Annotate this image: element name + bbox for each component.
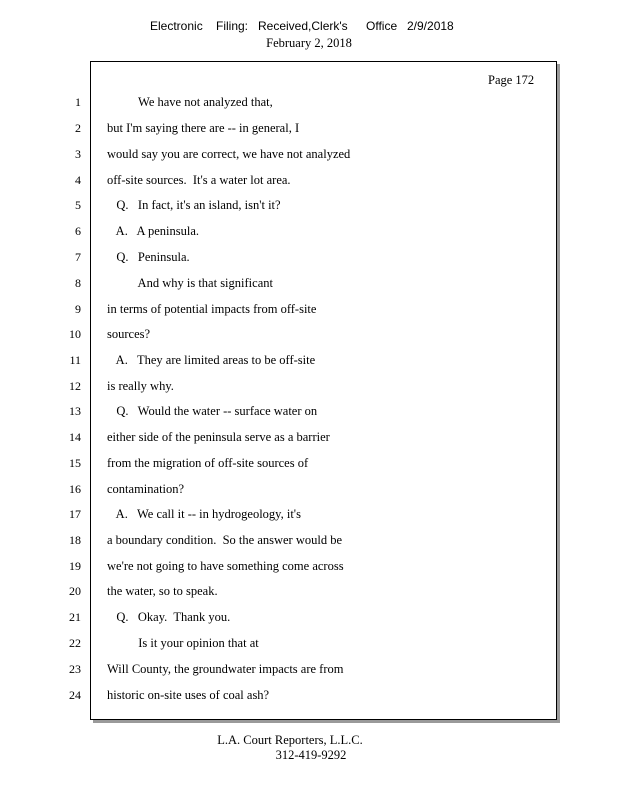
- line-number: 15: [69, 456, 81, 470]
- footer-phone-number: 312-419-9292: [275, 748, 347, 762]
- line-number: 17: [69, 507, 81, 521]
- transcript-line: A. A peninsula.: [107, 224, 200, 238]
- transcript-line: We have not analyzed that,: [107, 95, 273, 109]
- transcript-line: either side of the peninsula serve as a barrier: [107, 430, 330, 444]
- transcript-line: in terms of potential impacts from off-site: [107, 302, 317, 316]
- filing-header-word-received-clerks: Received,Clerk's: [258, 19, 348, 33]
- transcript-line: A. We call it -- in hydrogeology, it's: [107, 507, 301, 521]
- transcript-line: sources?: [107, 327, 151, 341]
- transcript-line: historic on-site uses of coal ash?: [107, 688, 270, 702]
- line-number: 2: [75, 121, 81, 135]
- page-number: Page 172: [488, 73, 535, 87]
- transcript-line: And why is that significant: [107, 276, 273, 290]
- transcript-date: February 2, 2018: [266, 36, 352, 50]
- filing-header-word-filing: Filing:: [216, 19, 249, 33]
- transcript-line: a boundary condition. So the answer would be: [107, 533, 343, 547]
- line-number: 10: [69, 327, 81, 341]
- transcript-line: Q. Okay. Thank you.: [107, 610, 231, 624]
- transcript-line: is really why.: [107, 379, 174, 393]
- transcript-line: Q. In fact, it's an island, isn't it?: [107, 198, 281, 212]
- line-number: 3: [75, 147, 81, 161]
- transcript-line: Q. Peninsula.: [107, 250, 190, 264]
- line-number: 11: [69, 353, 81, 367]
- line-number: 6: [75, 224, 81, 238]
- line-number: 19: [69, 559, 81, 573]
- line-number: 1: [75, 95, 81, 109]
- line-number: 5: [75, 198, 81, 212]
- transcript-line: Q. Would the water -- surface water on: [107, 404, 318, 418]
- line-number: 8: [75, 276, 81, 290]
- line-number: 16: [69, 482, 81, 496]
- line-number: 9: [75, 302, 81, 316]
- filing-header-word-date: 2/9/2018: [407, 19, 454, 33]
- filing-header-word-office: Office: [366, 19, 398, 33]
- filing-header-word-electronic: Electronic: [150, 19, 203, 33]
- line-number: 23: [69, 662, 81, 676]
- transcript-line: the water, so to speak.: [107, 584, 218, 598]
- transcript-line: off-site sources. It's a water lot area.: [107, 173, 291, 187]
- line-number: 7: [75, 250, 81, 264]
- line-number: 20: [69, 584, 81, 598]
- transcript-line: we're not going to have something come across: [107, 559, 344, 573]
- electronic-filing-header: [0, 19, 618, 37]
- transcript-line: Is it your opinion that at: [107, 636, 259, 650]
- transcript-line: from the migration of off-site sources of: [107, 456, 309, 470]
- line-number: 14: [69, 430, 81, 444]
- line-number: 4: [75, 173, 81, 187]
- transcript-line: but I'm saying there are -- in general, I: [107, 121, 300, 135]
- line-number: 13: [69, 404, 81, 418]
- line-number: 24: [69, 688, 81, 702]
- transcript-line: A. They are limited areas to be off-site: [107, 353, 316, 367]
- line-number: 18: [69, 533, 81, 547]
- line-number: 22: [69, 636, 81, 650]
- footer-company-name: L.A. Court Reporters, L.L.C.: [217, 733, 363, 747]
- transcript-line: would say you are correct, we have not analyzed: [107, 147, 351, 161]
- transcript-line: contamination?: [107, 482, 185, 496]
- line-number: 12: [69, 379, 81, 393]
- line-number: 21: [69, 610, 81, 624]
- transcript-line: Will County, the groundwater impacts are from: [107, 662, 344, 676]
